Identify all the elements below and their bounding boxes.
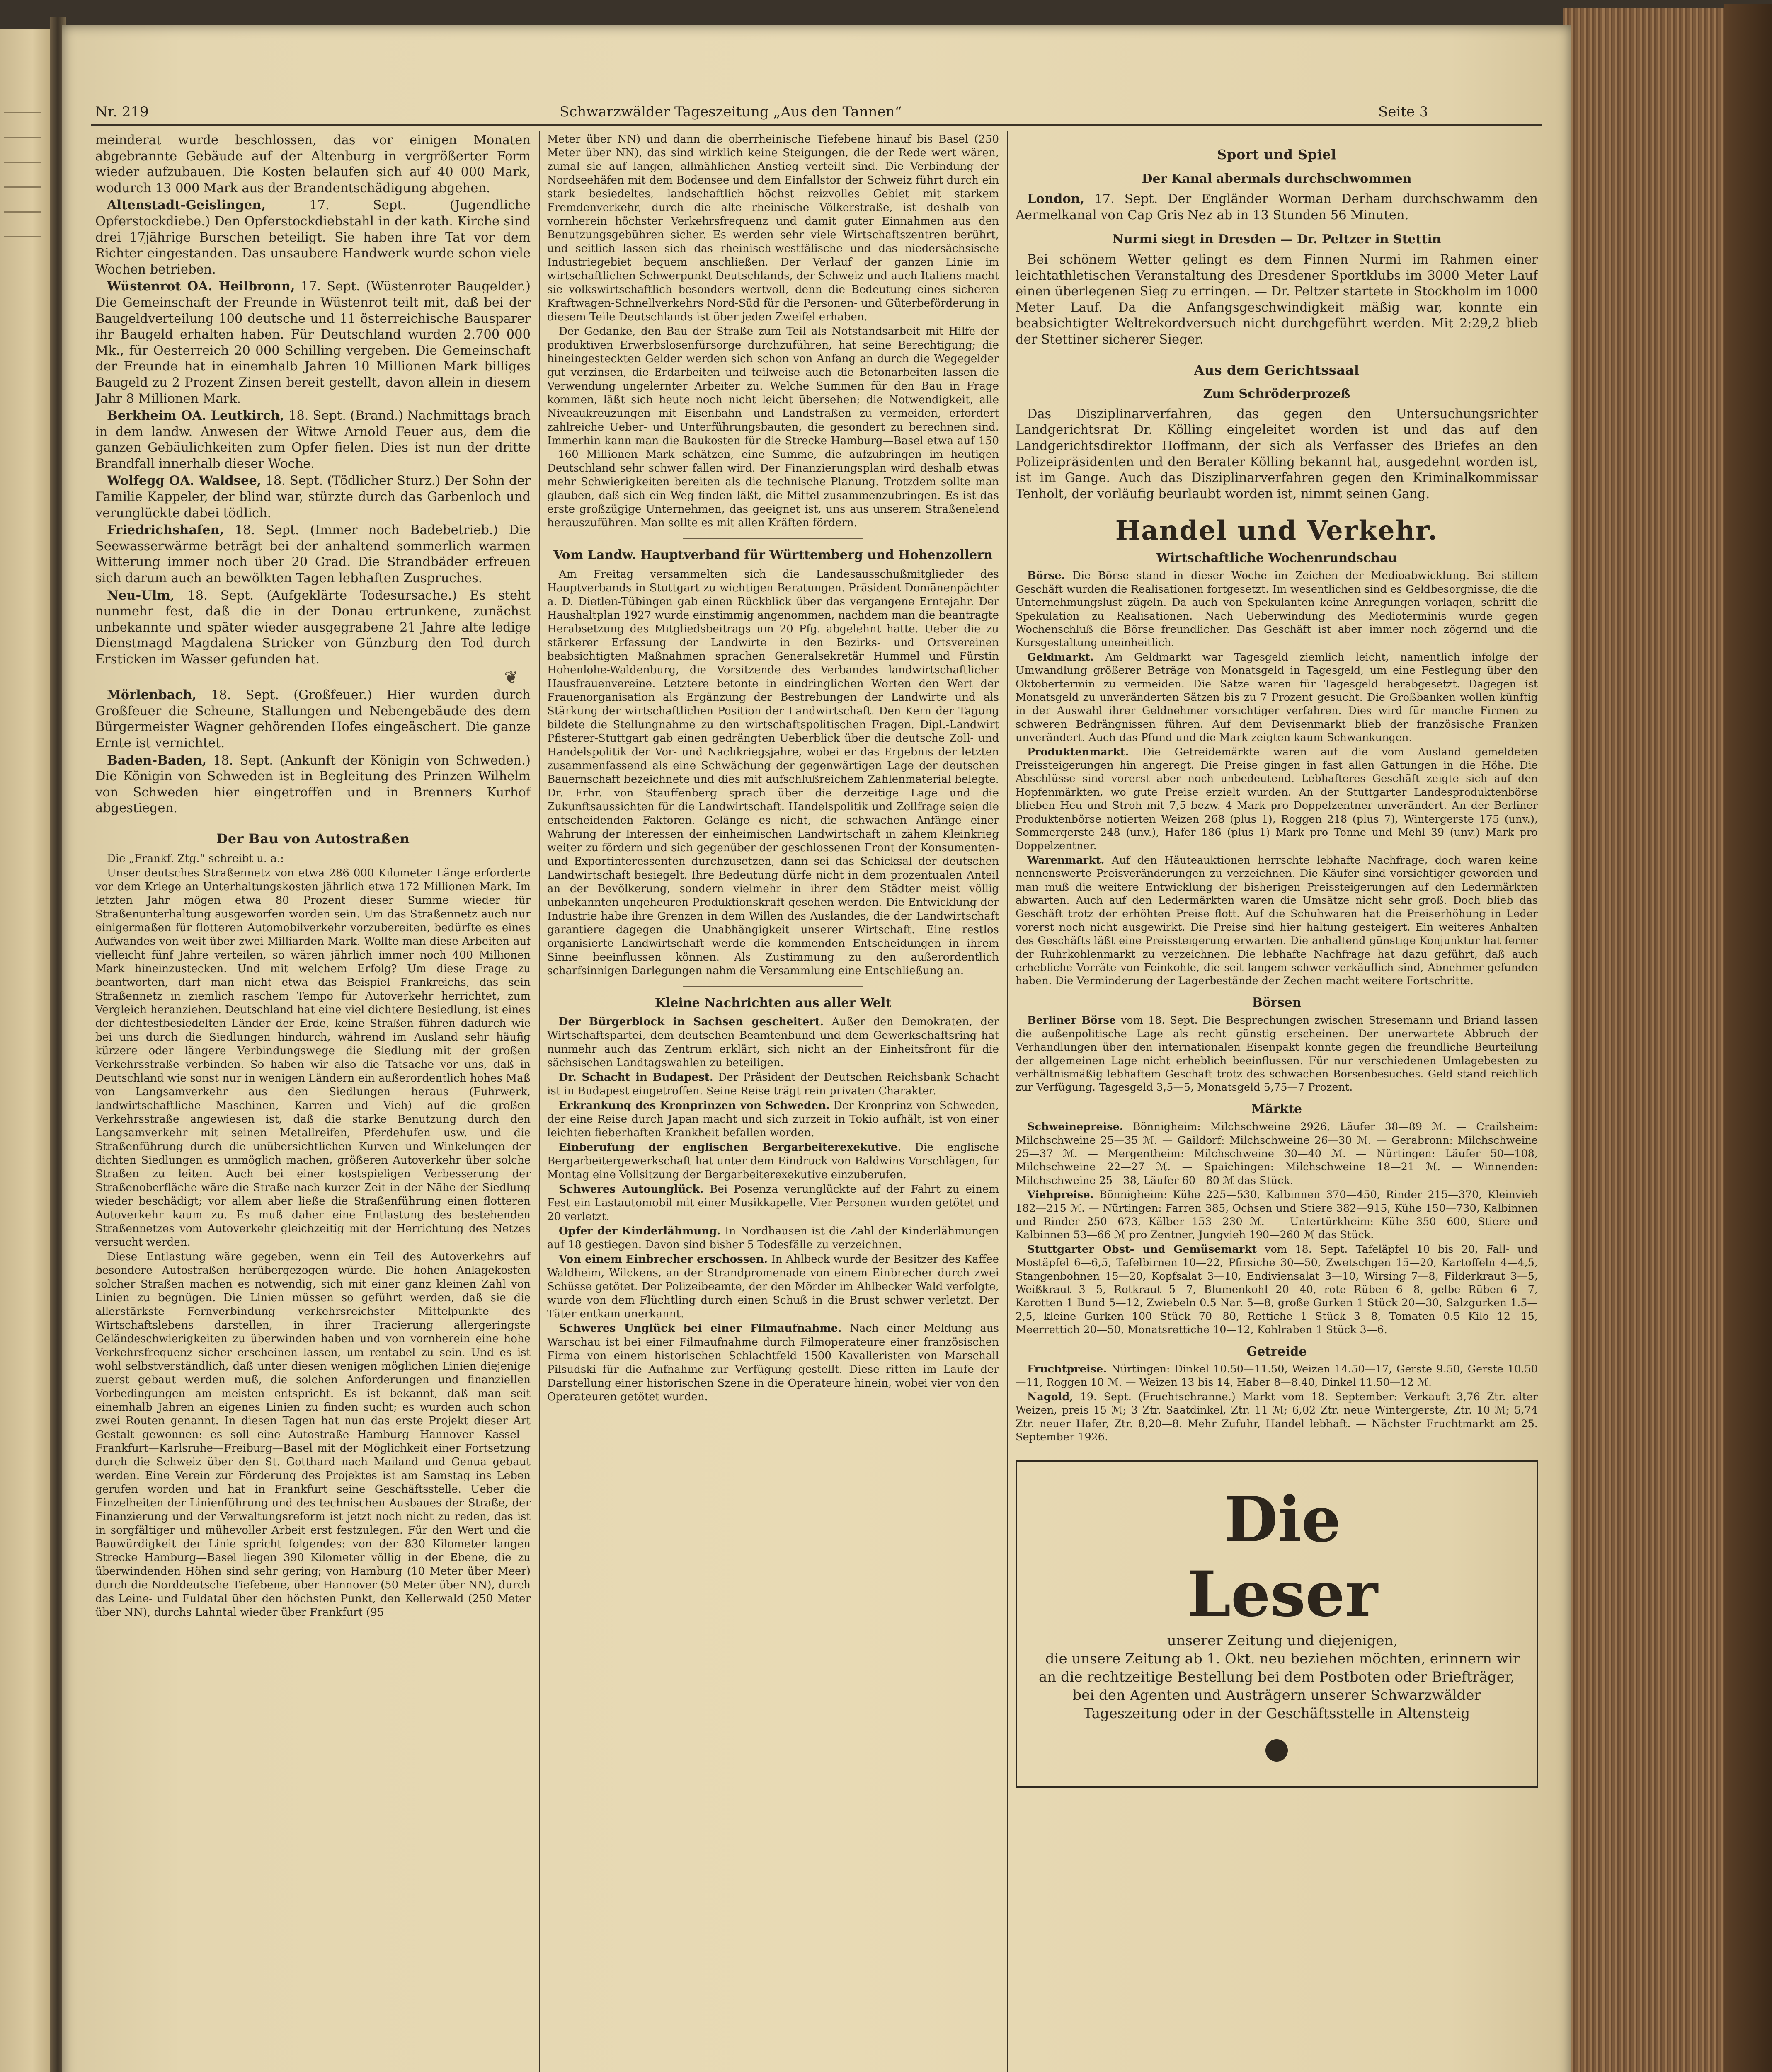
dateline: Friedrichshafen, [107,523,224,538]
masthead-title: Schwarzwälder Tageszeitung „Aus den Tannen“ [560,104,902,120]
topic-lead: Fruchtpreise. [1027,1363,1107,1376]
news-lead: Dr. Schacht in Budapest. [559,1071,713,1084]
text: Nach einer Meldung aus Warschau ist bei einer Filmaufnahme durch Filmoperateure einer französischen Firma von einem historischen Schlachtfeld 1500 Kavalleristen von Marschall Pilsudski für die Aufnahme zur Verfügung gestellt. Diese ritten im Laufe der Darstellung einer historischen Szene in die Operateure hinein, wobei vier von den Operateuren getötet wurden. [547,1322,999,1404]
news-lead: Schweres Unglück bei einer Filmaufnahme. [559,1322,842,1335]
dateline: London, [1027,191,1085,207]
ad-headline: Die [1224,1483,1341,1556]
dateline: Neu-Ulm, [107,588,175,603]
section-masthead: Handel und Verkehr. [1115,515,1438,547]
ad-text: unserer Zeitung und diejenigen, [1167,1632,1398,1649]
topic-lead: Schweinepreise. [1027,1121,1123,1133]
topic-lead: Warenmarkt. [1027,854,1105,867]
news-lead: Schweres Autounglück. [559,1183,704,1196]
topic-lead: Viehpreise. [1027,1188,1094,1201]
newspaper-page [62,25,1571,2072]
text: Bei Posenza verunglückte auf der Fahrt zu einem Fest ein Lastautomobil mit einer Musikkapelle. Vier Personen wurden getötet und 20 verletzt. [547,1183,999,1223]
text: Außer den Demokraten, der Wirtschaftspartei, dem deutschen Beamtenbund und dem Gewerkschaftsring hat nunmehr auch das Zentrum erklärt, sich nicht an der Einheitsfront für die sächsischen Landtagswahlen zu beteiligen. [547,1016,999,1070]
column-1 [95,133,531,2072]
text: 18. Sept. (Aufgeklärte Todesursache.) Es steht nunmehr fest, daß die in der Donau ertrunkene, zunächst unbekannte und später wieder ausgegrabene 21 Jahre alte ledige Dienstmagd Magdalena Stricker von Günzburg den Tod durch Ersticken im Wasser gefunden hat. [95,588,531,667]
text: 18. Sept. (Brand.) Nachmittags brach in dem landw. Anwesen der Witwe Arnold Feuer aus, dem die ganzen Gebäulichkeiten zum Opfer fielen. Dies ist nun der dritte Brandfall innerhalb dieser Woche. [95,409,531,471]
subsection-headline: Börsen [1252,995,1302,1010]
text: Unser deutsches Straßennetz von etwa 286 000 Kilometer Länge erforderte vor dem Kriege an Unterhaltungskosten jährlich etwa 172 Millionen Mark. Im letzten Jahr mögen etwa 80 Prozent dieser Summe wieder für Straßenunterhaltung ausgeworfen worden sein. Um das Straßennetz auch nur einigermaßen für flotteren Automobilverkehr vorzubereiten, bedürfte es eines Aufwandes von weit über zwei Milliarden Mark. Wollte man diese Arbeiten auf vielleicht fünf Jahre verteilen, so wären jährlich immer noch 400 Millionen Mark hineinzustecken. Und mit welchem Erfolg? Um diese Frage zu beantworten, darf man nicht etwa das Beispiel Frankreichs, das sein Straßennetz in ziemlich raschem Tempo für Autoverkehr herrichtet, zum Vergleich heranziehen. Deutschland hat eine viel dichtere Besiedlung, ist eines der dichtestbesiedelten Länder der Erde, keine Straßen führen dadurch wie bei uns durch die Siedlungen hindurch, während im Ausland sehr häufig kürzere oder längere Verbindungswege die Siedlung mit der großen Verkehrsstraße verbinden. So haben wir also die Tatsache vor uns, daß in Deutschland wie sonst nur in wenigen Ländern ein außerordentlich hohes Maß von Langsamverkehr aus den Siedlungen heraus (Fuhrwerk, landwirtschaftliche Maschinen, Karren und Vieh) auf die großen Verkehrsstraße angewiesen ist, daß die starke Benutzung durch den Langsamverkehr mit seinen Metallreifen, Pferdehufen usw. und die Straßenführung durch die unübersichtlichen Kurven und Winkelungen der dichten Siedlungen es unmöglich machen, größeren Autoverkehr über solche Straßen zu leiten. Auch bei einer kostspieligen Verbesserung der Straßenoberfläche wäre die Straße nach kurzer Zeit in der Nähe der Siedlung wieder beschädigt; vor allem aber ließe die Straßenführung einen flotteren Autoverkehr kaum zu. Es muß daher eine Entlastung des bestehenden Straßennetzes vom Autoverkehr gleichzeitig mit der Herrichtung des Netzes versucht werden. [95,867,531,1249]
text: In Ahlbeck wurde der Besitzer des Kaffee Waldheim, Wilckens, an der Strandpromenade von einem Einbrecher durch zwei Schüsse getötet. Der Polizeibeamte, der den Mörder im Ahlbecker Wald verfolgte, wurde von dem Flüchtling durch einen Schuß in die Brust schwer verletzt. Der Täter entkam unerkannt. [547,1253,999,1321]
subscription-advertisement [1016,1460,1538,1788]
text: Der Präsident der Deutschen Reichsbank Schacht ist in Budapest eingetroffen. Seine Reise trägt rein privaten Charakter. [547,1071,999,1098]
text: Bönnigheim: Kühe 225—530, Kalbinnen 370—450, Rinder 215—370, Kleinvieh 182—215 ℳ. — Nürtingen: Farren 385, Ochsen und Stiere 382—915, Kühe 150—730, Kalbinnen und Rinder 250—673, Kälber 153—230 ℳ. — Untertürkheim: Kühe 350—600, Stiere und Kalbinnen 53—66 ℳ pro Zentner, Jungvieh 190—260 ℳ das Stück. [1016,1188,1538,1242]
column-rule-2 [1007,131,1008,2072]
article-headline: Zum Schröderprozeß [1203,387,1350,402]
topic-lead: Nagold, [1027,1390,1074,1403]
news-lead: Von einem Einbrecher erschossen. [559,1253,768,1266]
facing-page-text [4,162,41,163]
dateline: Wolfegg OA. Waldsee, [107,473,262,489]
text: 18. Sept. (Großfeuer.) Hier wurden durch Großfeuer die Scheune, Stallungen und Nebengebäude des dem Bürgermeister Wagner gehörenden Hofes eingeäschert. Die ganze Ernte ist vernichtet. [95,688,531,750]
separator [683,986,863,987]
news-lead: Erkrankung des Kronprinzen von Schweden. [559,1099,830,1112]
facing-page-text [4,137,41,138]
article-headline: Der Bau von Autostraßen [216,830,410,847]
text: Die Börse stand in dieser Woche im Zeichen der Medioabwicklung. Bei stillem Geschäft wurden die Realisationen fortgesetzt. Im wesentlichen sind es Geldbesorgnisse, die die Unternehmungslust zügeln. Da auch von Spekulanten keine Anregungen vorlagen, schritt die Spekulation zu Realisationen. Nach Ueberwindung des Medioterminis wurde gegen Wochenschluß die Börse freundlicher. Das Geschäft ist aber immer noch zögernd und die Kursgestaltung uneinheitlich. [1016,569,1538,649]
header-rule [91,124,1542,126]
text: Der Kronprinz von Schweden, der eine Reise durch Japan macht und sich zurzeit in Tokio aufhält, ist von einer leichten fieberhaften Krankheit befallen worden. [547,1099,999,1140]
facing-page-text [4,112,41,113]
article-headline: Nurmi siegt in Dresden — Dr. Peltzer in Stettin [1112,232,1441,247]
dateline: Mörlenbach, [107,687,196,703]
text: Die „Frankf. Ztg.“ schreibt u. a.: [107,852,284,865]
section-headline: Aus dem Gerichtssaal [1194,362,1360,378]
news-lead: Der Bürgerblock in Sachsen gescheitert. [559,1016,824,1029]
topic-lead: Börse. [1027,569,1065,582]
text: Meter über NN) und dann die oberrheinische Tiefebene hinauf bis Basel (250 Meter über NN), das sind wirklich keine Steigungen, die der Rede wert wären, zumal sie auf langen, allmählichen Anstieg verteilt sind. Die Verbindung der Nordseehäfen mit dem Bodensee und dem Einfallstor der Schweiz führt durch ein stark besiedeltes, landschaftlich höchst reizvolles Gebiet mit starkem Fremdenverkehr, durch die alte rheinische Völkerstraße, ist deshalb von vornherein höchster Verkehrsfrequenz und damit guter Einnahmen aus den Benutzungsgebühren sicher. Es werden sehr viele Wirtschaftszentren berührt, und seitlich lassen sich das rheinisch-westfälische und das niedersächsische Industriegebiet bequem anschließen. Der Verlauf der ganzen Linie im wirtschaftlichen Schwerpunkt Deutschlands, der Schweiz und auch Italiens macht sie volkswirtschaftlich besonders wertvoll, denn die Bedeutung eines sicheren Kraftwagen-Schnellverkehrs Nord-Süd für die Personen- und Güterbeförderung in diesem Teile Deutschlands ist über jeden Zweifel erhaben. [547,133,999,323]
text: Bei schönem Wetter gelingt es dem Finnen Nurmi im Rahmen einer leichtathletischen Veranstaltung des Dresdener Sportklubs im 3000 Meter Lauf einen überlegenen Sieg zu erringen. — Dr. Peltzer startete in Stockholm im 1000 Meter Lauf. Da die Anfangsgeschwindigkeit mäßig war, konnte ein beabsichtigter Weltrekordversuch nicht durchgeführt werden. Mit 2:29,2 blieb der Stettiner sicherer Sieger. [1016,252,1538,347]
text: Die englische Bergarbeitergewerkschaft hat unter dem Eindruck von Baldwins Vorschlägen, für Montag eine Vollsitzung der Bergarbeiterexekutive einzuberufen. [547,1141,999,1181]
text: Das Disziplinarverfahren, das gegen den Untersuchungsrichter Landgerichtsrat Dr. Kölling eingeleitet worden ist und das auf den Landgerichtsdirektor Hoffmann, der sich als Verfasser des Briefes an den Polizeipräsidenten und den Berater Kölling bekannt hat, ausgedehnt worden ist, ist im Gange. Auch das Disziplinarverfahren gegen den Kriminalkommissar Tenholt, der vorläufig beurlaubt worden ist, nimmt seinen Gang. [1016,407,1538,501]
dateline: Baden-Baden, [107,753,207,768]
article-headline: Vom Landw. Hauptverband für Württemberg und Hohenzollern [553,548,993,562]
page-stack-edge [1563,8,1745,2072]
text: 18. Sept. (Tödlicher Sturz.) Der Sohn der Familie Kappeler, der blind war, stürzte durch das Garbenloch und verunglückte dabei tödlich. [95,474,531,520]
text-lead: meinderat wurde beschlossen, das vor einigen Monaten [95,133,531,148]
text: abgebrannte Gebäude auf der Altenburg in vergrößerter Form wieder aufzubauen. Die Kosten belaufen sich auf 40 000 Mark, wodurch 13 000 Mark aus der Brandentschädigung abgehen. [95,149,531,196]
facing-page-text [4,211,41,213]
text: 17. Sept. Der Engländer Worman Derham durchschwamm den Aermelkanal von Cap Gris Nez ab in 13 Stunden 56 Minuten. [1016,192,1538,223]
text: 18. Sept. (Ankunft der Königin von Schweden.) Die Königin von Schweden ist in Begleitung des Prinzen Wilhelm von Schweden hier eingetroffen und in Brenners Kurhof abgestiegen. [95,753,531,816]
page-number: Seite 3 [1378,104,1428,120]
column-rule-1 [539,131,540,2072]
text: Der Gedanke, den Bau der Straße zum Teil als Notstandsarbeit mit Hilfe der produktiven Erwerbslosenfürsorge durchzuführen, hat seine Berechtigung; die hineingesteckten Gelder werden sich schon von Anfang an durch die Wegegelder gut verzinsen, die Erdarbeiten und teilweise auch die Betonarbeiten lassen die Verwendung ungelernter Arbeiter zu. Welche Summen für den Bau in Frage kommen, läßt sich heute noch nicht leicht übersehen; die Notwendigkeit, alle Niveaukreuzungen mit Eisenbahn- und Landstraßen zu vermeiden, erfordert zahlreiche Ueber- und Unterführungsbauten, die gesondert zu berechnen sind. Immerhin kann man die Baukosten für die Strecke Hamburg—Basel etwa auf 150—160 Millionen Mark schätzen, eine Summe, die aufzubringen im heutigen Deutschland sehr schwer fallen wird. Der Finanzierungsplan wird deshalb etwas mehr Schwierigkeiten bereiten als die technische Planung. Trotzdem sollte man glauben, daß sich ein Weg finden läßt, die Mittel zusammenzubringen. Es ist das erste großzügige Unternehmen, das geeignet ist, uns aus unserem Straßenelend herauszuführen. Man sollte es mit allen Kräften fördern. [547,325,999,529]
topic-lead: Geldmarkt. [1027,651,1094,663]
text: Am Freitag versammelten sich die Landesausschußmitglieder des Hauptverbands in Stuttgart zu wichtigen Beratungen. Präsident Domänenpächter a. D. Dietlen-Tübingen gab einen Rückblick über das vergangene Erntejahr. Der Haushaltplan 1927 wurde einstimmig angenommen, nachdem man die beantragte Herabsetzung des Mitgliedsbeitrags um 20 Pfg. abgelehnt hatte. Ueber die zu stärkerer Erfassung der Landwirte in den Bezirks- und Ortsvereinen beabsichtigten Maßnahmen sprachen Generalsekretär Hummel und Fürstin Hohenlohe-Waldenburg, die Vorsitzende des Verbandes landwirtschaftlicher Hausfrauenvereine. Letztere betonte in eindringlichen Worten den Wert der Frauenorganisation als Ergänzung der Bestrebungen der Landwirte und als Stärkung der wirtschaftlichen Position der Landwirtschaft. Den Kern der Tagung bildete die Stellungnahme zu den wirtschaftspolitischen Fragen. Dipl.-Landwirt Pfisterer-Stuttgart gab einen gedrängten Ueberblick über die deutsche Zoll- und Handelspolitik der Vor- und Nachkriegsjahre, wobei er das Ergebnis der letzten zusammenfassend als eine Schwächung der gegenwärtigen Lage der deutschen Bauernschaft bezeichnete und dies mit aufschlußreichem Zahlenmaterial belegte. Dr. Frhr. von Stauffenberg sprach über die derzeitige Lage und die Zukunftsaussichten für die Landwirtschaft. Handelspolitik und Zollfrage seien die entscheidenden Faktoren. Gelänge es nicht, die schwachen Anfänge einer Wahrung der Interessen der einheimischen Landwirtschaft in zähem Kleinkrieg weiter zu fördern und sich gegenüber der geschlossenen Front der Konsumenten- und Exportinteressenten durchzusetzen, dann sei das Schicksal der deutschen Landwirtschaft besiegelt. Ihre Bedeutung dürfe nicht in dem prozentualen Anteil an der Bevölkerung, sondern vielmehr in ihrer dem Städter meist völlig unbekannten ungeheuren Produktionskraft gesehen werden. Die Entwicklung der Industrie habe ihre Grenzen in dem Willen des Auslandes, die der Landwirtschaft garantiere dagegen die Unabhängigkeit unserer Wirtschaft. Eine restlos organisierte Landwirtschaft werde die kommenden Entscheidungen in ihrem Sinne beeinflussen können. Als Zustimmung zu den außerordentlich scharfsinnigen Darlegungen nahm die Versammlung eine Entschließung an. [547,568,999,977]
text: 17. Sept. (Wüstenroter Baugelder.) Die Gemeinschaft der Freunde in Wüstenrot teilt mit, daß bei der Baugeldverteilung 100 deutsche und 11 österreichische Bausparer ihr Baugeld erhalten haben. Für Deutschland wurden 2.700 000 Mk., für Oesterreich 20 000 Schilling vergeben. Die Gemeinschaft der Freunde hat in einemhalb Jahren 10 Millionen Mark billiges Baugeld zu 2 Prozent Zinsen bereit gestellt, davon allein in diesem Jahr 8 Millionen Mark. [95,279,531,406]
ad-text: die unsere Zeitung ab 1. Okt. neu beziehen möchten, erinnern wir an die rechtzeitige Bestellung bei dem Postboten oder Briefträger, bei den Agenten und Austrägern unserer Schwarzwälder Tageszeitung oder in der Geschäftsstelle in Altensteig [1038,1651,1520,1722]
book-cover-edge [1724,4,1772,2072]
topic-lead: Berliner Börse [1027,1014,1116,1027]
text: In Nordhausen ist die Zahl der Kinderlähmungen auf 18 gestiegen. Davon sind bisher 5 Todesfälle zu verzeichnen. [547,1225,999,1251]
dateline: Berkheim OA. Leutkirch, [107,408,284,424]
text: Auf den Häuteauktionen herrschte lebhafte Nachfrage, doch waren keine nennenswerte Preisveränderungen zu verzeichnen. Die Käufer sind vorsichtiger geworden und man muß die weitere Entwicklung der bisherigen Preissteigerungen auf den Ledermärkten abwarten. Auch auf den Ledermärkten waren die Umsätze nicht sehr groß. Doch blieb das Geschäft trotz der erhöhten Preise flott. Auf die Schuhwaren hat die Preiserhöhung in Leder vorerst noch nicht ausgewirkt. Die Preise sind hier haltung gesteigert. Ein weiteres Anhalten des Geschäfts läßt eine Preissteigerung erwarten. Die anhaltend günstige Konjunktur hat ferner der Ruhrkohlenmarkt zu verzeichnen. Die lebhafte Nachfrage hat dazu geführt, daß auch erhebliche Vorräte von Feinkohle, die seit langem schwer verkäuflich sind, Abnehmer gefunden haben. Die Verminderung der Lagerbestände der Zechen macht weitere Fortschritte. [1016,854,1538,988]
text: Am Geldmarkt war Tagesgeld ziemlich leicht, namentlich infolge der Umwandlung größerer Beträge von Monatsgeld in Tagesgeld, um eine Festlegung über den Oktobertermin zu vermeiden. Die Sätze waren für Tagesgeld herabgesetzt. Dagegen ist Monatsgeld zu unveränderten Sätzen bis zu 7 Prozent gesucht. Die Großbanken wollen künftig in der Auswahl ihrer Geldnehmer vorsichtiger verfahren. Dies wird für manche Firmen zu schweren Bedrängnissen führen. Auf dem Devisenmarkt blieb der französische Franken unverändert. Auch das Pfund und die Mark zeigten kaum Schwankungen. [1016,651,1538,744]
text: Die Getreidemärkte waren auf die vom Ausland gemeldeten Preissteigerungen hin angeregt. Die Preise gingen in fast allen Gattungen in die Höhe. Die Abschlüsse sind vorerst aber noch unbedeutend. Lebhafteres Geschäft zeigte sich auf den Hopfenmärkten, wo gute Preise erzielt wurden. An der Stuttgarter Landesproduktenbörse blieben Heu und Stroh mit 7,5 bezw. 4 Mark pro Doppelzentner unverändert. An der Berliner Produktenbörse notierten Weizen 268 (plus 1), Roggen 218 (plus 7), Wintergerste 175 (unv.), Sommergerste 248 (unv.), Hafer 186 (plus 1) Mark pro Tonne und Mehl 39 (unv.) Mark pro Doppelzentner. [1016,746,1538,852]
text: 18. Sept. (Immer noch Badebetrieb.) Die Seewasserwärme beträgt bei der anhaltend sommerlich warmen Witterung immer noch über 20 Grad. Die Strandbäder erfreuen sich darum auch an bewölkten Tagen lebhaften Zuspruches. [95,523,531,586]
ornament-icon: ❦ [504,668,518,687]
news-lead: Opfer der Kinderlähmung. [559,1225,721,1238]
ad-headline: Leser [1187,1558,1378,1631]
section-headline: Kleine Nachrichten aus aller Welt [655,995,892,1010]
news-lead: Einberufung der englischen Bergarbeiterexekutive. [559,1141,902,1154]
column-3 [1016,133,1538,2072]
text: 19. Sept. (Fruchtschranne.) Markt vom 18. September: Verkauft 3,76 Ztr. alter Weizen, preis 15 ℳ; 3 Ztr. Saatdinkel, Ztr. 11 ℳ; 6,02 Ztr. neue Wintergerste, Ztr. 10 ℳ; 5,74 Ztr. neuer Hafer, Ztr. 8,20—8. Mehr Zufuhr, Handel lebhaft. — Nächster Fruchtmarkt am 25. September 1926. [1016,1390,1538,1444]
text: vom 18. Sept. Tafeläpfel 10 bis 20, Fall- und Mostäpfel 6—6,5, Tafelbirnen 10—22, Pfirsiche 30—50, Zwetschgen 15—20, Kartoffeln 4—4,5, Stangenbohnen 15—20, Kopfsalat 3—10, Endiviensalat 3—10, Wirsing 7—8, Filderkraut 3—5, Weißkraut 3—5, Rotkraut 5—7, Blumenkohl 20—40, rote Rüben 6—8, gelbe Rüben 6—7, Karotten 1 Bund 5—12, Zwiebeln 0.5 Nar. 5—8, große Gurken 1 Stück 20—30, Salzgurken 1.5—2,5, kleine Gurken 100 Stück 70—80, Rettiche 1 Stück 3—8, Tomaten 0.5 Kilo 12—15, Meerrettich 20—50, Monatsrettiche 10—12, Kohlraben 1 Stück 3—6. [1016,1243,1538,1336]
text: Nürtingen: Dinkel 10.50—11.50, Weizen 14.50—17, Gerste 9.50, Gerste 10.50—11, Roggen 10 ℳ. — Weizen 13 bis 14, Haber 8—8.40, Dinkel 11.50—12 ℳ. [1016,1363,1538,1389]
text: Diese Entlastung wäre gegeben, wenn ein Teil des Autoverkehrs auf besondere Autostraßen herübergezogen würde. Die hohen Anlagekosten solcher Straßen machen es notwendig, sich mit einer ganz kleinen Zahl von Linien zu begnügen. Die Linien müssen so geführt werden, daß sie die allerstärkste Fernverbindung verkehrsreichster Mittelpunkte des Wirtschaftslebens darstellen, in ihrer Tracierung allergeringste Geländeschwierigkeiten zu überwinden haben und von vornherein eine hohe Verkehrsfrequenz sicher erscheinen lassen, um rentabel zu sein. Und es ist wohl selbstverständlich, daß unter diesen wenigen möglichen Linien diejenige zuerst gebaut werden muß, die solchen Anforderungen und finanziellen Vorbedingungen am meisten entspricht. Es ist bekannt, daß man seit einemhalb Jahren an eigenes Linien zu finden sucht; es wurden auch schon zwei Routen genannt. In diesen Tagen hat nun das erste Projekt dieser Art Gestalt gewonnen: es soll eine Autostraße Hamburg—Hannover—Kassel—Frankfurt—Karlsruhe—Freiburg—Basel mit der Möglichkeit einer Fortsetzung durch die Schweiz über den St. Gotthard nach Mailand und Genua gebaut werden. Eine Verein zur Förderung des Projektes ist am Samstag ins Leben gerufen worden und hat in Frankfurt seine Geschäftsstelle. Ueber die Einzelheiten der Linienführung und des technischen Ausbaues der Straße, der Finanzierung und der Verwaltungsreform ist jetzt noch nicht zu reden, das ist in sorgfältiger und mühevoller Arbeit erst festzulegen. Für den Wert und die Bauwürdigkeit der Linie spricht folgendes: von der 830 Kilometer langen Strecke Hamburg—Basel liegen 390 Kilometer völlig in der Ebene, die zu überwindenden Höhen sind sehr gering; von Hamburg (10 Meter über Meer) durch die Norddeutsche Tiefebene, über Hannover (50 Meter über NN), durch das Leine- und Fuldatal über den höchsten Punkt, den Kellerwald (250 Meter über NN), durchs Lahntal wieder über Frankfurt (95 [95,1250,531,1619]
subsection-headline: Getreide [1246,1344,1307,1359]
text: 17. Sept. (Jugendliche Opferstockdiebe.) Den Opferstockdiebstahl in der kath. Kirche sind drei 17jährige Burschen beteiligt. Sie haben ihre Tat vor dem Richter eingestanden. Das unsaubere Handwerk wurde schon viele Wochen betrieben. [95,198,531,277]
issue-number: Nr. 219 [95,104,149,120]
bullet-icon [1265,1739,1288,1762]
text: Bönnigheim: Milchschweine 2926, Läufer 38—89 ℳ. — Crailsheim: Milchschweine 25—35 ℳ. — Gaildorf: Milchschweine 26—30 ℳ. — Gerabronn: Milchschweine 25—37 ℳ. — Mergentheim: Milchschweine 30—40 ℳ. — Nürtingen: Läufer 50—108, Milchschweine 22—27 ℳ. — Spaichingen: Milchschweine 18—21 ℳ. — Winnenden: Milchschweine 25—38, Läufer 60—80 ℳ das Stück. [1016,1121,1538,1187]
section-headline: Sport und Spiel [1217,147,1336,162]
column-2 [547,133,999,2072]
text: vom 18. Sept. Die Besprechungen zwischen Stresemann und Briand lassen die außenpolitische Lage als recht günstig erscheinen. Der unerwartete Abbruch der Verhandlungen über den internationalen Eisenpakt konnte gegen die freundliche Beurteilung der allgemeinen Lage nicht erheblich beeinflussen. Für nur verschiedenen Umlagebesten zu verhältnismäßig lebhaftem Geschäft trotz des schwachen Börsenbesuches. Geld stand reichlich zur Verfügung. Tagesgeld 3,5—5, Monatsgeld 5,75—7 Prozent. [1016,1014,1538,1094]
dateline: Altenstadt-Geislingen, [107,198,266,213]
facing-page-edge [0,29,54,2072]
subsection-headline: Märkte [1251,1101,1302,1116]
dateline: Wüstenrot OA. Heilbronn, [107,279,295,294]
facing-page-text [4,236,41,237]
topic-lead: Stuttgarter Obst- und Gemüsemarkt [1027,1243,1257,1256]
article-headline: Der Kanal abermals durchschwommen [1142,171,1412,186]
separator [683,538,863,539]
topic-lead: Produktenmarkt. [1027,746,1129,758]
facing-page-text [4,186,41,188]
article-headline: Wirtschaftliche Wochenrundschau [1156,550,1397,565]
